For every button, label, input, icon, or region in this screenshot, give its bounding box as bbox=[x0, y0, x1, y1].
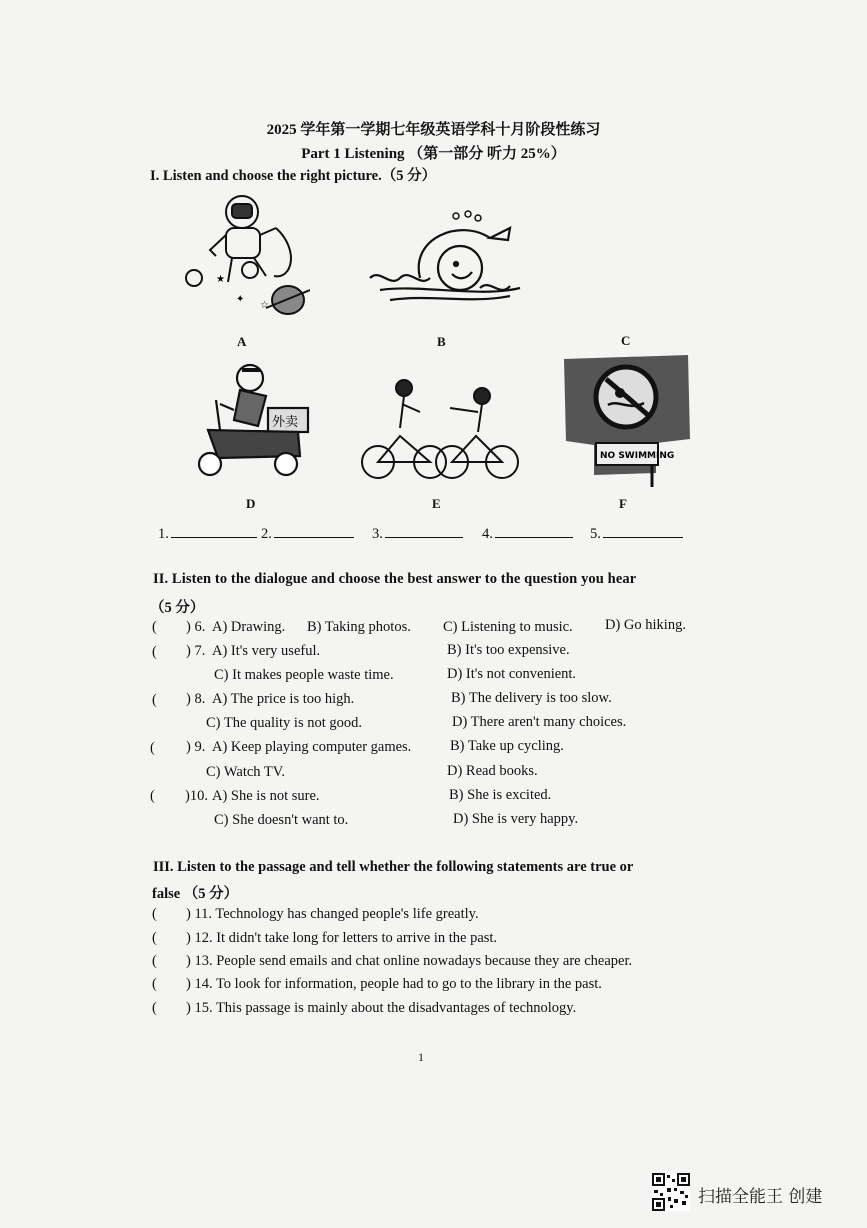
answer-5[interactable] bbox=[590, 525, 683, 543]
q9-option-b[interactable]: B) Take up cycling. bbox=[450, 738, 564, 754]
picture-e-label: E bbox=[432, 496, 441, 511]
section2-heading: II. Listen to the dialogue and choose the best answer to the question you hear bbox=[153, 571, 637, 587]
section3-heading-score: false （5 分） bbox=[152, 886, 239, 902]
q10-option-b[interactable]: B) She is excited. bbox=[449, 787, 552, 803]
section2-heading-score: （5 分） bbox=[150, 600, 205, 616]
q6-option-b[interactable]: B) Taking photos. bbox=[307, 619, 411, 635]
picture-b-label: B bbox=[437, 334, 446, 349]
q10-number: )10. bbox=[185, 788, 208, 804]
q7-option-b[interactable]: B) It's too expensive. bbox=[447, 642, 570, 658]
answer-4-blank[interactable] bbox=[495, 525, 573, 538]
q8-bracket[interactable]: ( bbox=[152, 692, 157, 708]
answer-1[interactable] bbox=[158, 525, 257, 543]
q9-number: ) 9. bbox=[186, 739, 206, 755]
q7-number: ) 7. bbox=[186, 643, 206, 659]
answer-3-label: 3. bbox=[372, 526, 383, 542]
q6-option-a[interactable]: A) Drawing. bbox=[212, 619, 286, 635]
page-title: 2025 学年第一学期七年级英语学科十月阶段性练习 bbox=[266, 122, 601, 138]
q9-option-c[interactable]: C) Watch TV. bbox=[206, 764, 285, 780]
statement-13: ) 13. People send emails and chat online nowadays because they are cheaper. bbox=[186, 953, 633, 969]
q6-bracket[interactable]: ( bbox=[152, 619, 157, 635]
scanner-label: 扫描全能王 创建 bbox=[698, 1187, 823, 1207]
q6-number: ) 6. bbox=[186, 619, 206, 635]
answer-4-label: 4. bbox=[482, 526, 493, 542]
answer-2[interactable] bbox=[261, 525, 354, 543]
q8-option-d[interactable]: D) There aren't many choices. bbox=[452, 714, 627, 730]
statement-11-bracket[interactable]: ( bbox=[152, 906, 157, 922]
q10-option-d[interactable]: D) She is very happy. bbox=[453, 811, 579, 827]
q6-option-d[interactable]: D) Go hiking. bbox=[605, 617, 686, 633]
picture-b bbox=[360, 208, 525, 308]
q9-option-a[interactable]: A) Keep playing computer games. bbox=[212, 739, 412, 755]
picture-d-label: D bbox=[246, 496, 256, 511]
statement-11: ) 11. Technology has changed people's life greatly. bbox=[186, 906, 479, 922]
page-number: 1 bbox=[418, 1050, 424, 1064]
answer-4[interactable] bbox=[482, 525, 573, 543]
statement-14: ) 14. To look for information, people had to go to the library in the past. bbox=[186, 976, 602, 992]
part-title: Part 1 Listening （第一部分 听力 25%） bbox=[301, 146, 566, 162]
picture-a-label: A bbox=[237, 334, 247, 349]
section1-heading: I. Listen and choose the right picture.（5 分） bbox=[150, 168, 437, 184]
delivery-scooter-icon bbox=[188, 360, 313, 480]
q7-option-d[interactable]: D) It's not convenient. bbox=[447, 666, 577, 682]
svg-text:✦: ✦ bbox=[236, 294, 245, 305]
statement-14-bracket[interactable]: ( bbox=[152, 976, 157, 992]
section3-heading: III. Listen to the passage and tell whether the following statements are true or bbox=[153, 859, 634, 875]
answer-2-label: 2. bbox=[261, 526, 272, 542]
picture-f-label: F bbox=[619, 496, 627, 511]
picture-e bbox=[360, 378, 520, 480]
statement-13-bracket[interactable]: ( bbox=[152, 953, 157, 969]
svg-text:☆: ☆ bbox=[260, 300, 269, 311]
no-swimming-sign-icon bbox=[560, 353, 695, 489]
q10-option-c[interactable]: C) She doesn't want to. bbox=[214, 812, 349, 828]
astronaut-icon bbox=[180, 190, 310, 325]
answer-1-label: 1. bbox=[158, 526, 169, 542]
q7-bracket[interactable]: ( bbox=[152, 644, 157, 660]
statement-12: ) 12. It didn't take long for letters to arrive in the past. bbox=[186, 930, 498, 946]
picture-d bbox=[188, 360, 313, 480]
statement-15: ) 15. This passage is mainly about the disadvantages of technology. bbox=[186, 1000, 577, 1016]
q9-option-d[interactable]: D) Read books. bbox=[447, 763, 538, 779]
q6-option-c[interactable]: C) Listening to music. bbox=[443, 619, 573, 635]
qr-code-icon bbox=[652, 1173, 690, 1216]
cyclists-icon bbox=[360, 378, 520, 480]
swimmer-icon bbox=[360, 208, 525, 308]
q9-bracket[interactable]: ( bbox=[150, 740, 155, 756]
q8-number: ) 8. bbox=[186, 691, 206, 707]
answer-3-blank[interactable] bbox=[385, 525, 463, 538]
picture-c-label: C bbox=[621, 333, 631, 348]
q7-option-a[interactable]: A) It's very useful. bbox=[212, 643, 321, 659]
picture-a bbox=[180, 190, 310, 325]
answer-3[interactable] bbox=[372, 525, 463, 543]
sign-text: NO SWIMMING bbox=[600, 451, 675, 461]
answer-5-blank[interactable] bbox=[603, 525, 683, 538]
q8-option-c[interactable]: C) The quality is not good. bbox=[206, 715, 363, 731]
q10-option-a[interactable]: A) She is not sure. bbox=[212, 788, 320, 804]
answer-5-label: 5. bbox=[590, 526, 601, 542]
svg-text:★: ★ bbox=[216, 274, 225, 285]
q10-bracket[interactable]: ( bbox=[150, 788, 155, 804]
scooter-box-text: 外卖 bbox=[272, 415, 299, 430]
statement-12-bracket[interactable]: ( bbox=[152, 930, 157, 946]
q8-option-a[interactable]: A) The price is too high. bbox=[212, 691, 355, 707]
q8-option-b[interactable]: B) The delivery is too slow. bbox=[451, 690, 612, 706]
q7-option-c[interactable]: C) It makes people waste time. bbox=[214, 667, 394, 683]
answer-2-blank[interactable] bbox=[274, 525, 354, 538]
statement-15-bracket[interactable]: ( bbox=[152, 1000, 157, 1016]
answer-1-blank[interactable] bbox=[171, 525, 257, 538]
picture-f bbox=[560, 353, 695, 489]
